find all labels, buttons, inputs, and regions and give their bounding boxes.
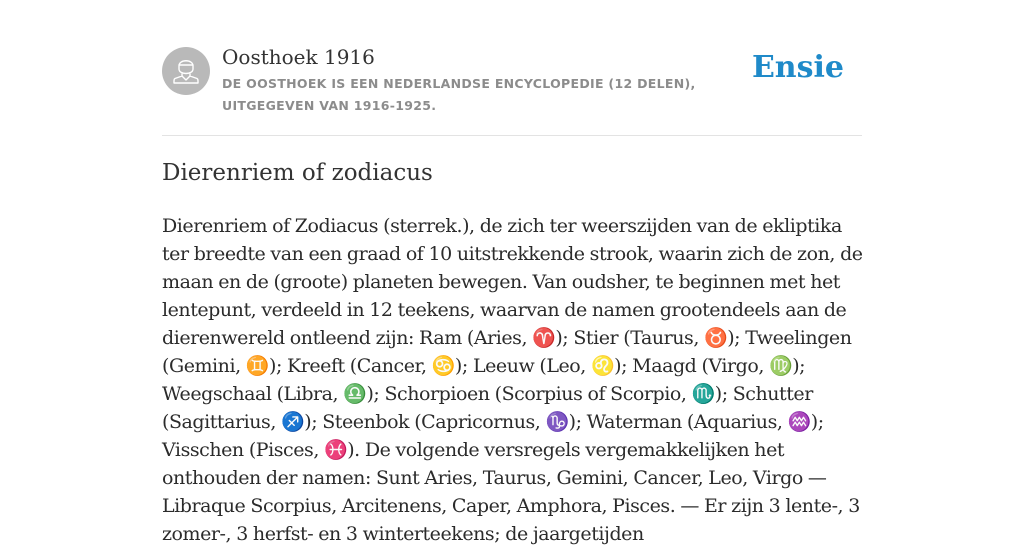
source-header (162, 44, 862, 134)
brand-logo[interactable]: Ensie (751, 50, 844, 85)
user-icon (162, 47, 210, 95)
avatar[interactable] (162, 47, 210, 95)
source-title[interactable]: Oosthoek 1916 (222, 45, 375, 69)
article-body: Dierenriem of Zodiacus (sterrek.), de zich ter weerszijden van de ekliptika ter breedte van een graad of 10 uitstrekkende strook, waarin zich de zon, de maan en de (groote) planeten bewegen. Van oudsher, te beginnen met het lentepunt, verdeeld in 12 teekens, waarvan de namen grootendeels aan de dierenwereld ontleend zijn: Ram (Aries, ♈); Stier (Taurus, ♉); Tweelingen (Gemini, ♊); Kreeft (Cancer, ♋); Leeuw (Leo, ♌); Maagd (Virgo, ♍); Weegschaal (Libra, ♎); Schorpioen (Scorpius of Scorpio, ♏); Schutter (Sagittarius, ♐); Steenbok (Capricornus, ♑); Waterman (Aquarius, ♒); Visschen (Pisces, ♓). De volgende versregels vergemakkelijken het onthouden der namen: Sunt Aries, Taurus, Gemini, Cancer, Leo, Virgo — Libraque Scorpius, Arcitenens, Caper, Amphora, Pisces. — Er zijn 3 lente-, 3 zomer-, 3 herfst- en 3 winterteekens; de jaargetijden (162, 215, 863, 545)
divider (162, 135, 862, 136)
article-title: Dierenriem of zodiacus (162, 160, 433, 186)
source-description: DE OOSTHOEK IS EEN NEDERLANDSE ENCYCLOPEDIE (12 DELEN), UITGEGEVEN VAN 1916-1925. (222, 76, 696, 113)
